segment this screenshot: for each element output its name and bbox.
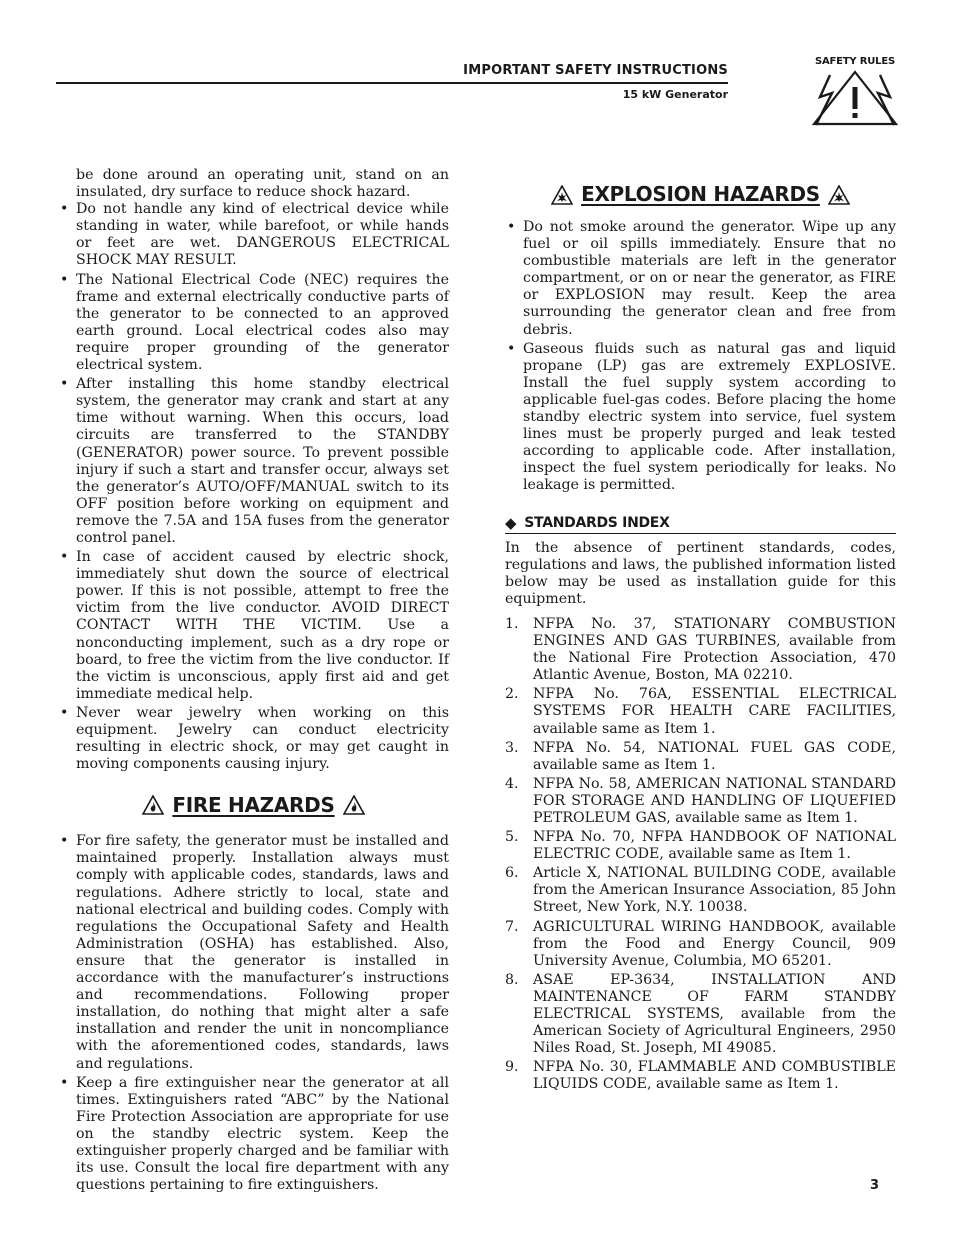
item-number: 6. [505,865,519,882]
list-item: • The National Electrical Code (NEC) requires the frame and external electrically conductive parts of the generator to be connected to an approved earth ground. Local electrical codes also may require proper grounding of the generator electrical system. [58,272,449,375]
standards-index-heading [505,515,896,534]
safety-rules-logo [806,56,904,128]
fire-warning-icon [142,795,164,815]
header-subtitle: 15 kW Generator [622,88,728,101]
item-text: NFPA No. 54, NATIONAL FUEL GAS CODE, available same as Item 1. [533,739,896,773]
list-item: • Never wear jewelry when working on this equipment. Jewelry can conduct electricity resulting in electric shock, or may get caught in moving components causing injury. [58,705,449,773]
explosion-hazards-title: EXPLOSION HAZARDS [581,182,820,207]
fire-hazards-heading [58,792,449,817]
item-text: NFPA No. 70, NFPA HANDBOOK OF NATIONAL ELECTRIC CODE, available same as Item 1. [533,829,896,863]
list-item [505,919,896,970]
standards-intro: In the absence of pertinent standards, codes, regulations and laws, the published information listed below may be used as installation guide for this equipment. [505,539,896,607]
item-text: Article X, NATIONAL BUILDING CODE, available from the American Insurance Association, 85 John Street, New York, N.Y. 10038. [533,865,896,916]
electrical-hazard-list [58,201,449,773]
explosion-warning-icon [551,185,573,205]
header-title: IMPORTANT SAFETY INSTRUCTIONS [463,63,728,78]
lightning-exclamation-icon [810,69,900,127]
list-item: • In case of accident caused by electric shock, immediately shut down the source of electrical power. If this is not possible, attempt to free the victim from the live conductor. AVOID DIRECT CONTACT WITH THE VICTIM. Use a nonconducting implement, such as a dry rope or board, to free the victim from the live conductor. If the victim is unconscious, apply first aid and get immediate medical help. [58,549,449,703]
list-item [505,972,896,1057]
explosion-hazard-list [505,219,896,495]
item-number: 5. [505,829,519,846]
item-number: 9. [505,1059,519,1076]
list-item [505,740,896,774]
right-column [505,182,896,1096]
left-column [58,167,449,1196]
safety-rules-label: SAFETY RULES [815,56,895,67]
item-number: 7. [505,918,519,935]
list-item: • Keep a fire extinguisher near the generator at all times. Extinguishers rated “ABC” by the National Fire Protection Association are appropriate for use on the standby electric system. Keep the extinguisher properly charged and be familiar with its use. Consult the local fire department with any questions pertaining to fire extinguishers. [58,1075,449,1195]
page-number: 3 [870,1178,880,1193]
list-item [505,776,896,827]
header-rule [56,82,728,84]
list-item: • After installing this home standby electrical system, the generator may crank and start at any time without warning. When this occurs, load circuits are transferred to the STANDBY (GENERATOR) power source. To prevent possible injury if such a start and transfer occur, always set the generator’s AUTO/OFF/MANUAL switch to its OFF position before working on equipment and remove the 7.5A and 15A fuses from the generator control panel. [58,376,449,547]
list-item [505,616,896,684]
fire-hazards-title: FIRE HAZARDS [172,792,335,817]
explosion-warning-icon [828,185,850,205]
fire-hazard-list [58,833,449,1194]
item-text: NFPA No. 58, AMERICAN NATIONAL STANDARD FOR STORAGE AND HANDLING OF LIQUEFIED PETROLEUM GAS, available same as Item 1. [533,775,896,826]
item-number: 3. [505,739,519,756]
continuation-paragraph: be done around an operating unit, stand on an insulated, dry surface to reduce shock hazard. [76,167,449,201]
item-text: AGRICULTURAL WIRING HANDBOOK, available from the Food and Energy Council, 909 University Avenue, Columbia, MO 65201. [533,918,896,969]
list-item: • Do not smoke around the generator. Wipe up any fuel or oil spills immediately. Ensure that no combustible materials are left in the generator compartment, or on or near the generator, as FIRE or EXPLOSION may result. Keep the area surrounding the generator clean and free from debris. [505,219,896,339]
list-item [505,686,896,737]
list-item [505,865,896,916]
explosion-hazards-heading [505,182,896,207]
list-item [505,1059,896,1093]
item-text: NFPA No. 30, FLAMMABLE AND COMBUSTIBLE LIQUIDS CODE, available same as Item 1. [533,1059,896,1093]
list-item [505,829,896,863]
item-text: ASAE EP-3634, INSTALLATION AND MAINTENANCE OF FARM STANDBY ELECTRICAL SYSTEMS, available from the American Society of Agricultural Engineers, 2950 Niles Road, St. Joseph, MI 49085. [533,971,896,1057]
diamond-bullet-icon: ◆ [505,513,517,532]
item-text: NFPA No. 37, STATIONARY COMBUSTION ENGINES AND GAS TURBINES, available from the National Fire Protection Association, 470 Atlantic Avenue, Boston, MA 02210. [533,615,896,684]
item-number: 8. [505,971,519,988]
list-item: • Do not handle any kind of electrical device while standing in water, while barefoot, or while hands or feet are wet. DANGEROUS ELECTRICAL SHOCK MAY RESULT. [58,201,449,269]
item-number: 2. [505,686,519,703]
list-item: • For fire safety, the generator must be installed and maintained properly. Installation always must comply with applicable codes, standards, laws and regulations. Adhere strictly to local, state and national electrical and building codes. Comply with regulations the Occupational Safety and Health Administration (OSHA) has established. Also, ensure that the generator is installed in accordance with the manufacturer’s instructions and recommendations. Following proper installation, do nothing that might alter a safe installation and render the unit in noncompliance with the aforementioned codes, standards, laws and regulations. [58,833,449,1072]
fire-warning-icon [343,795,365,815]
item-number: 1. [505,615,519,632]
list-item: • Gaseous fluids such as natural gas and liquid propane (LP) gas are extremely EXPLOSIVE. Install the fuel supply system according to applicable fuel-gas codes. Before placing the home standby electric system into service, fuel system lines must be properly purged and leak tested according to applicable code. After installation, inspect the fuel system periodically for leaks. No leakage is permitted. [505,341,896,495]
item-text: NFPA No. 76A, ESSENTIAL ELECTRICAL SYSTEMS FOR HEALTH CARE FACILITIES, available same as Item 1. [533,686,896,737]
standards-index-title: STANDARDS INDEX [524,514,670,531]
standards-list [505,616,896,1094]
item-number: 4. [505,775,519,792]
